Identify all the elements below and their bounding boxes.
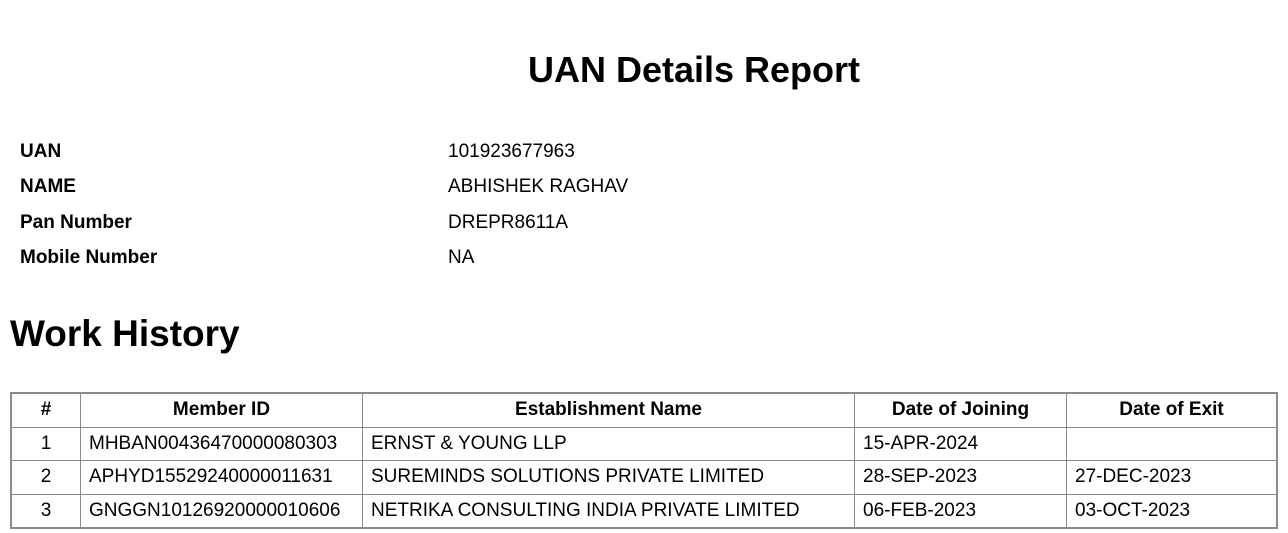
date-of-joining-cell: 06-FEB-2023 [855, 494, 1067, 528]
details-table [20, 134, 628, 276]
uan-value: 101923677963 [448, 140, 575, 162]
table-header-row [11, 393, 1277, 427]
member-id-cell: MHBAN00436470000080303 [81, 427, 363, 461]
mobile-value: NA [448, 247, 475, 269]
table-row [11, 494, 1277, 528]
establishment-cell: ERNST & YOUNG LLP [363, 427, 855, 461]
date-of-exit-cell: 03-OCT-2023 [1067, 494, 1278, 528]
report-title: UAN Details Report [527, 49, 861, 90]
date-of-exit-cell [1067, 427, 1278, 461]
table-row [11, 427, 1277, 461]
row-index: 1 [11, 427, 81, 461]
mobile-label: Mobile Number [20, 247, 158, 269]
details-row-uan [20, 134, 628, 170]
member-id-cell: GNGGN10126920000010606 [81, 494, 363, 528]
uan-label: UAN [20, 140, 62, 162]
col-header-index: # [11, 393, 81, 427]
col-header-date-of-joining: Date of Joining [855, 393, 1067, 427]
pan-value: DREPR8611A [448, 211, 569, 233]
details-row-mobile [20, 241, 628, 277]
name-value: ABHISHEK RAGHAV [448, 176, 629, 198]
row-index: 2 [11, 461, 81, 495]
name-label: NAME [20, 176, 76, 198]
date-of-joining-cell: 15-APR-2024 [855, 427, 1067, 461]
work-history-table [10, 392, 1278, 529]
date-of-joining-cell: 28-SEP-2023 [855, 461, 1067, 495]
pan-label: Pan Number [20, 211, 132, 233]
col-header-member-id: Member ID [81, 393, 363, 427]
work-history-title: Work History [10, 313, 240, 354]
date-of-exit-cell: 27-DEC-2023 [1067, 461, 1278, 495]
col-header-date-of-exit: Date of Exit [1067, 393, 1278, 427]
establishment-cell: NETRIKA CONSULTING INDIA PRIVATE LIMITED [363, 494, 855, 528]
col-header-establishment: Establishment Name [363, 393, 855, 427]
establishment-cell: SUREMINDS SOLUTIONS PRIVATE LIMITED [363, 461, 855, 495]
member-id-cell: APHYD15529240000011631 [81, 461, 363, 495]
details-row-name [20, 170, 628, 206]
row-index: 3 [11, 494, 81, 528]
table-row [11, 461, 1277, 495]
details-row-pan [20, 205, 628, 241]
